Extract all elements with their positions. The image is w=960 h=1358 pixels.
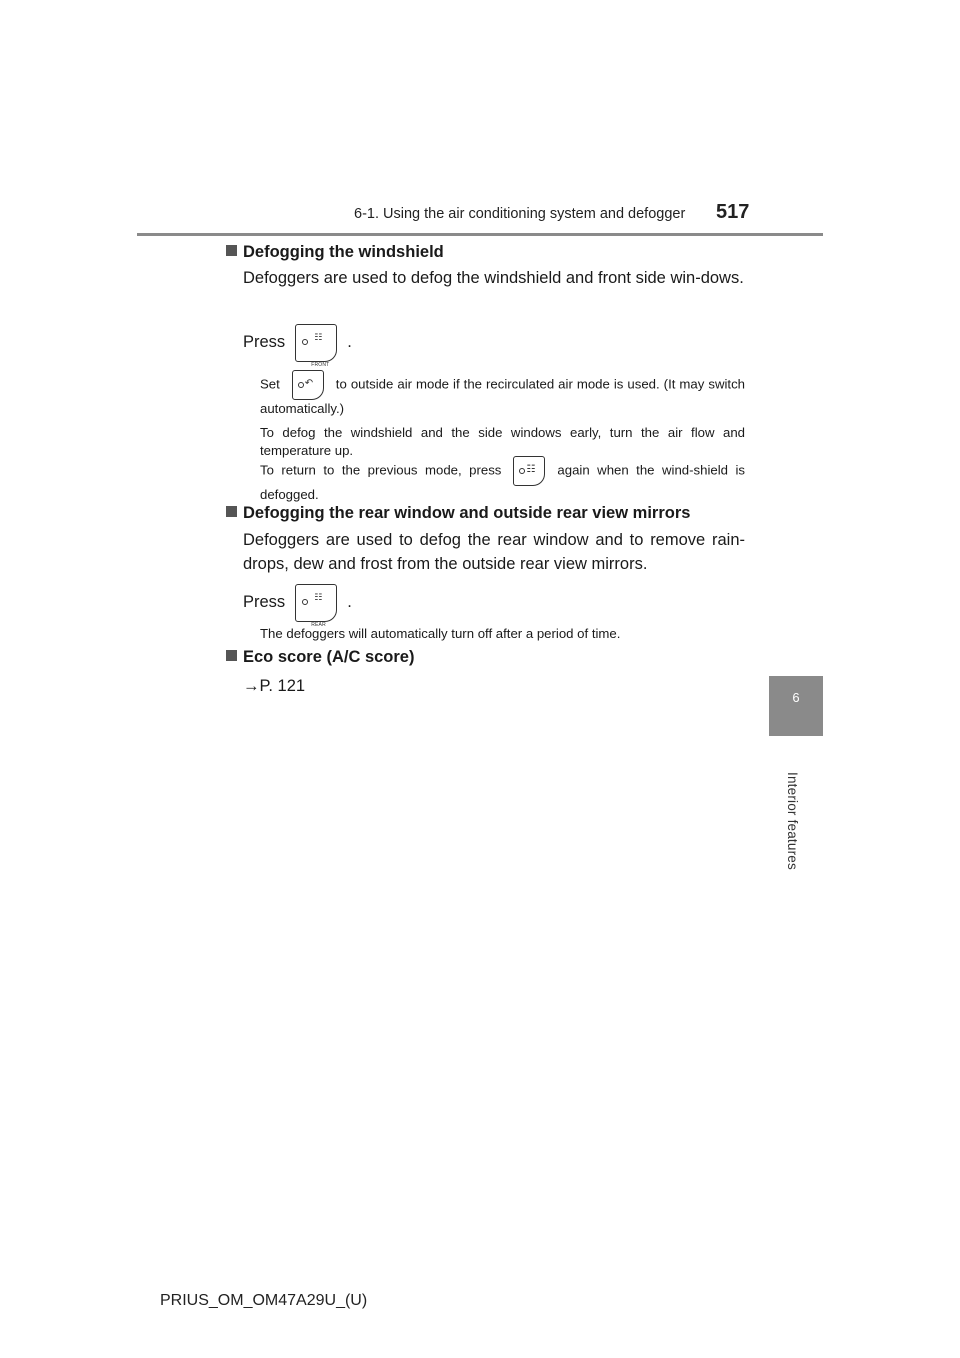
- square-bullet-icon: [226, 245, 237, 256]
- chapter-label: Interior features: [785, 772, 800, 870]
- press-label: Press: [243, 333, 286, 351]
- note3-pre: To return to the previous mode, press: [260, 462, 502, 478]
- document-id: PRIUS_OM_OM47A29U_(U): [160, 1292, 368, 1309]
- press-suffix: .: [347, 593, 352, 611]
- heading-windshield: [226, 243, 444, 262]
- recirculation-button-icon: ↶: [292, 370, 324, 400]
- windshield-body: Defoggers are used to defog the windshield and front side win-dows.: [243, 269, 744, 287]
- windshield-note-1: [260, 370, 745, 418]
- windshield-note-3: [260, 456, 745, 504]
- front-defogger-button-icon-small: ☷: [513, 456, 545, 486]
- note3-post: again when the wind-shield is defogged.: [260, 462, 745, 502]
- eco-reference-link[interactable]: →P. 121: [243, 677, 306, 695]
- section-title: 6-1. Using the air conditioning system and defogger: [354, 206, 686, 222]
- windshield-press-line: [243, 322, 745, 368]
- square-bullet-icon: [226, 650, 237, 661]
- rear-defogger-button-icon: ☷ REAR: [295, 584, 337, 622]
- rear-note: The defoggers will automatically turn off after a period of time.: [260, 626, 621, 641]
- press-suffix: .: [347, 333, 352, 351]
- press-label: Press: [243, 593, 286, 611]
- front-defogger-button-icon: ☷ FRONT: [295, 324, 337, 362]
- rear-press-line: [243, 582, 745, 628]
- square-bullet-icon: [226, 506, 237, 517]
- note1-post: to outside air mode if the recirculated air mode is used. (It may switch automatically.): [260, 376, 745, 416]
- heading-rear-text: Defogging the rear window and outside rear view mirrors: [243, 504, 691, 522]
- heading-windshield-text: Defogging the windshield: [243, 243, 444, 261]
- note1-pre: Set: [260, 376, 280, 392]
- rear-body: Defoggers are used to defog the rear window and to remove rain-drops, dew and frost from the outside rear view mirrors.: [243, 531, 745, 573]
- header-divider: [137, 233, 823, 236]
- chapter-number: 6: [792, 690, 800, 705]
- chapter-tab: [769, 676, 823, 736]
- heading-eco: [226, 648, 414, 667]
- heading-eco-text: Eco score (A/C score): [243, 648, 415, 666]
- windshield-note-2: To defog the windshield and the side windows early, turn the air flow and temperature up.: [260, 425, 745, 458]
- page-number: 517: [716, 201, 750, 223]
- heading-rear: [226, 504, 690, 523]
